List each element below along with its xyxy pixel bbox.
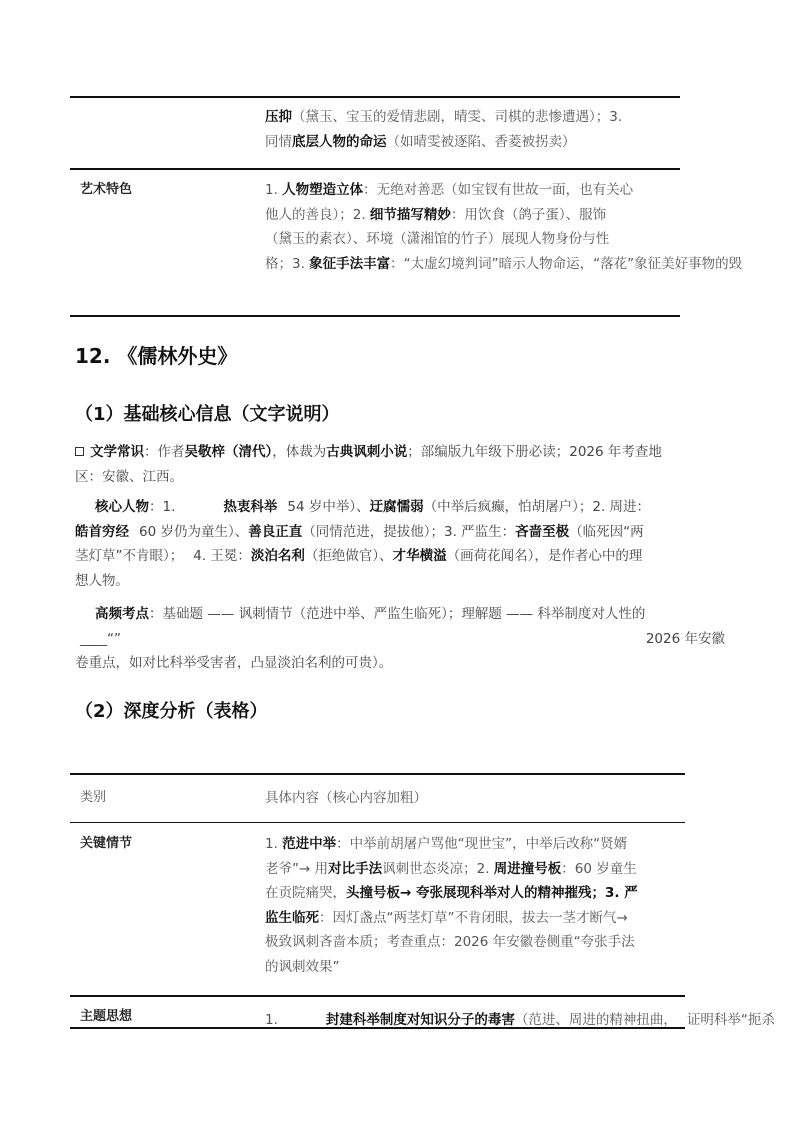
art-line-4: 格；3. 象征手法丰富：“太虚幻境判词”暗示人物命运，“落花”象征美好事物的毁 [265,255,743,272]
checkbox-bullet-icon [75,447,84,456]
subsection-title-1: （1）基础核心信息（文字说明） [75,404,340,425]
text-bold: 头撞号板→ 夸张展现科举对人的精神摧残；3. 严 [346,885,638,901]
text: ：因灯盏点“两茎灯草”不肯闭眼，拔去一茎才断气→ [319,909,628,926]
plot-line-4 [265,906,690,931]
plot-line-1 [265,832,690,857]
characters-line-2: 皓首穷经 60 岁仍为童生）、善良正直（同情范进，提拔他）；3. 严监生：吝啬至极（临死因“两 [75,523,644,540]
literary-line-1: 文学常识：作者吴敬梓（清代），体裁为古典讽刺小说；部编版九年级下册必读；2026 年考查地 [75,440,725,465]
section-title: 12. 《儒林外史》 [75,344,238,368]
text: ：60 岁童生 [561,860,637,877]
table1-bottom-rule [70,315,680,317]
table1-mid-rule [70,168,680,170]
table2-mid-rule [70,995,685,997]
plot-line-6 [265,955,690,980]
core-characters-paragraph [75,495,725,593]
table1-row1-content [265,178,800,276]
art-line-2: 他人的善良）；2. 细节描写精妙：用饮食（鸽子蛋）、服饰 [265,206,607,223]
text-bold: 范进中举 [282,836,337,852]
highfreq-line-2: ____“” 2026 年安徽 [80,630,725,647]
text: 极致讽刺吝啬本质；考查重点：2026 年安徽卷侧重“夸张手法 [265,934,635,950]
high-frequency-paragraph [75,602,725,676]
text: 老爷”→ 用 [265,860,329,877]
text: 的讽刺效果” [265,958,340,975]
row-label-art: 艺术特色 [80,182,133,197]
art-line-1: 1. 人物塑造立体：无绝对善恶（如宝钗有世故一面，也有关心 [265,182,634,198]
plot-line-5 [265,930,690,955]
table1-row0-line2 [265,130,690,155]
art-line-3: （黛玉的素衣）、环境（潇湘馆的竹子）展现人物身份与性 [265,231,610,247]
highfreq-line-3: 卷重点，如对比科举受害者，凸显淡泊名利的可贵）。 [75,655,393,671]
text: 1. [265,836,283,852]
characters-line-3: 茎灯草”不肯眼）； 4. 王冕：淡泊名利（拒绝做官）、才华横溢（画荷花闻名），是作者心中的理 [75,548,643,564]
table2-top-rule [70,773,685,775]
text-bold: 周进撞号板 [493,860,562,877]
table2-header-content: 具体内容（核心内容加粗） [265,790,427,806]
row-label-plot: 关键情节 [80,836,133,851]
text: （黛玉、宝玉的爱情悲剧，晴雯、司棋的悲惨遭遇）；3. [292,109,623,125]
characters-line-4: 想人物。 [75,572,129,589]
table1-top-rule [70,96,680,98]
subsection-title-2: （2）深度分析（表格） [75,701,268,722]
text-bold: 底层人物的命运 [292,133,387,150]
text-bold: 监生临死 [265,909,319,926]
table1-row0-content [265,105,690,154]
table2-header-type: 类别 [80,790,107,805]
row-label-theme: 主题思想 [80,1009,133,1024]
text: 讽刺世态炎凉；2. [382,860,494,877]
text: ：中举前胡屠户骂他“现世宝”，中举后改称“贤婿 [336,836,628,852]
literary-line-2: 区：安徽、江西。 [75,468,183,485]
text: 在贡院痛哭， [265,885,346,901]
plot-line-3 [265,881,690,906]
text-bold: 压抑 [265,109,292,125]
table2-bottom-rule [70,1027,685,1029]
plot-content [265,832,690,979]
plot-line-2 [265,857,690,882]
table1-row0-line1 [265,105,690,130]
theme-content: 1. 封建科举制度对知识分子的毒害（范进、周进的精神扭曲， 证明科举“扼杀 [265,1012,775,1028]
text: （如晴雯被逐陷、香菱被拐卖） [386,133,576,150]
text-bold: 对比手法 [328,860,383,877]
characters-line-1: 核心人物：1. 热衷科举 54 岁中举）、迂腐懦弱（中举后疯癫，怕胡屠户）；2. 周进： [95,499,651,515]
text: 同情 [265,133,292,150]
literary-common-paragraph [75,440,725,489]
highfreq-line-1: 高频考点：基础题 —— 讽刺情节（范进中举、严监生临死）；理解题 —— 科举制度对人性的 [95,606,646,622]
table2-header-rule [70,822,685,823]
